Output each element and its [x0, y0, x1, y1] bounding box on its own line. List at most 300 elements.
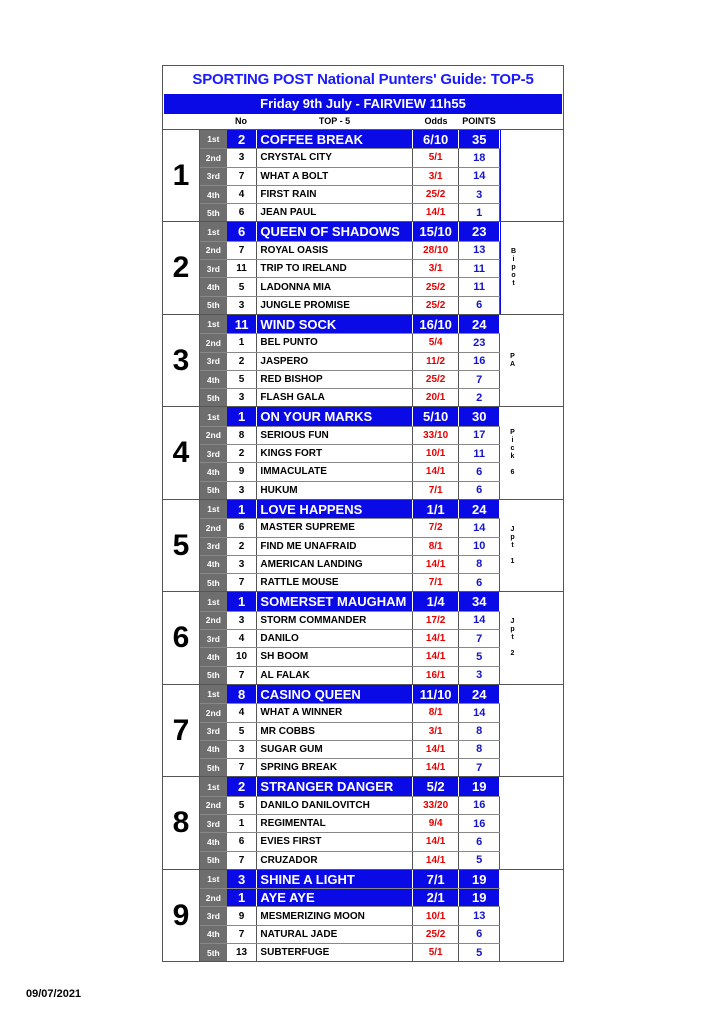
position-label: 1st [200, 315, 227, 333]
runner-row [200, 851, 500, 869]
race-block [163, 869, 563, 961]
runner-number: 8 [227, 685, 258, 703]
runner-name: ROYAL OASIS [257, 242, 412, 259]
position-label: 1st [200, 870, 227, 888]
runner-name: LADONNA MIA [257, 278, 412, 295]
race-rows [200, 777, 500, 868]
runner-name: HUKUM [257, 482, 412, 499]
position-label: 5th [200, 297, 227, 314]
position-label: 3rd [200, 815, 227, 832]
runner-points: 5 [459, 944, 500, 961]
runner-name: SPRING BREAK [257, 759, 412, 776]
race-number: 2 [163, 222, 200, 313]
race-block [163, 591, 563, 683]
runner-row [200, 315, 500, 333]
runner-points: 24 [459, 315, 500, 333]
runner-points: 8 [459, 741, 500, 758]
runner-points: 13 [459, 907, 500, 924]
race-number: 4 [163, 407, 200, 498]
runner-odds: 25/2 [413, 297, 460, 314]
position-label: 4th [200, 186, 227, 203]
position-label: 2nd [200, 242, 227, 259]
runner-number: 11 [227, 260, 258, 277]
runner-odds: 25/2 [413, 278, 460, 295]
race-rows [200, 592, 500, 683]
runner-number: 1 [227, 815, 258, 832]
runner-number: 9 [227, 463, 258, 480]
runner-odds: 5/4 [413, 334, 460, 351]
runner-points: 34 [459, 592, 500, 610]
runner-points: 18 [459, 149, 500, 166]
runner-number: 1 [227, 500, 258, 518]
runner-name: CRUZADOR [257, 852, 412, 869]
runner-name: SH BOOM [257, 648, 412, 665]
runner-points: 13 [459, 242, 500, 259]
runner-points: 6 [459, 833, 500, 850]
runner-odds: 8/1 [413, 704, 460, 721]
bet-type-note [500, 130, 526, 221]
race-block [163, 499, 563, 591]
runner-points: 5 [459, 852, 500, 869]
runner-row [200, 611, 500, 629]
position-label: 3rd [200, 723, 227, 740]
runner-row [200, 277, 500, 295]
runner-number: 4 [227, 186, 258, 203]
runner-row [200, 685, 500, 703]
runner-odds: 3/1 [413, 168, 460, 185]
runner-row [200, 647, 500, 665]
runner-row [200, 518, 500, 536]
position-label: 1st [200, 222, 227, 240]
runner-points: 16 [459, 815, 500, 832]
runner-odds: 1/4 [413, 592, 460, 610]
bet-type-note [500, 500, 525, 591]
runner-number: 2 [227, 130, 258, 148]
runner-name: TRIP TO IRELAND [257, 260, 412, 277]
runner-number: 7 [227, 852, 258, 869]
runner-number: 5 [227, 723, 258, 740]
runner-odds: 15/10 [413, 222, 460, 240]
guide-title: SPORTING POST National Punters' Guide: TOP-5 [192, 71, 534, 88]
runner-odds: 5/1 [413, 149, 460, 166]
position-label: 4th [200, 278, 227, 295]
runner-points: 24 [459, 685, 500, 703]
column-headers [163, 114, 563, 129]
runner-name: FIRST RAIN [257, 186, 412, 203]
position-label: 5th [200, 574, 227, 591]
bet-type-note-text: J p t 2 [510, 618, 515, 658]
runner-odds: 10/1 [413, 907, 460, 924]
race-rows [200, 407, 500, 498]
runner-row [200, 444, 500, 462]
bet-type-note [500, 315, 525, 406]
position-label: 3rd [200, 907, 227, 924]
runner-row [200, 185, 500, 203]
runner-odds: 17/2 [413, 612, 460, 629]
position-label: 4th [200, 463, 227, 480]
runner-row [200, 203, 500, 221]
race-number: 6 [163, 592, 200, 683]
position-label: 5th [200, 204, 227, 221]
runner-odds: 14/1 [413, 463, 460, 480]
runner-odds: 3/1 [413, 260, 460, 277]
runner-number: 6 [227, 222, 258, 240]
runner-name: JASPERO [257, 353, 412, 370]
runner-row [200, 666, 500, 684]
runner-points: 16 [459, 797, 500, 814]
runner-points: 11 [459, 278, 500, 295]
position-label: 2nd [200, 797, 227, 814]
race-block [163, 684, 563, 776]
runner-row [200, 943, 500, 961]
runner-row [200, 370, 500, 388]
race-number: 3 [163, 315, 200, 406]
race-block [163, 776, 563, 868]
position-label: 4th [200, 833, 227, 850]
runner-odds: 16/10 [413, 315, 460, 333]
runner-points: 8 [459, 723, 500, 740]
runner-number: 3 [227, 389, 258, 406]
runner-name: JUNGLE PROMISE [257, 297, 412, 314]
runner-row [200, 906, 500, 924]
runner-points: 6 [459, 463, 500, 480]
race-rows [200, 130, 500, 221]
race-rows [200, 222, 500, 313]
col-no: No [235, 116, 247, 126]
position-label: 5th [200, 852, 227, 869]
runner-odds: 14/1 [413, 556, 460, 573]
runner-row [200, 407, 500, 425]
runner-number: 4 [227, 704, 258, 721]
bet-type-note [500, 407, 525, 498]
runner-row [200, 333, 500, 351]
runner-odds: 16/1 [413, 667, 460, 684]
runner-name: FLASH GALA [257, 389, 412, 406]
runner-odds: 14/1 [413, 759, 460, 776]
runner-points: 30 [459, 407, 500, 425]
race-rows [200, 315, 500, 406]
position-label: 5th [200, 482, 227, 499]
runner-points: 23 [459, 334, 500, 351]
runner-number: 1 [227, 592, 258, 610]
runner-number: 7 [227, 926, 258, 943]
position-label: 1st [200, 407, 227, 425]
race-number: 1 [163, 130, 200, 221]
position-label: 3rd [200, 168, 227, 185]
runner-row [200, 130, 500, 148]
runner-name: DANILO [257, 630, 412, 647]
runner-points: 5 [459, 648, 500, 665]
runner-row [200, 167, 500, 185]
position-label: 2nd [200, 889, 227, 906]
bet-type-note [500, 685, 525, 776]
runner-number: 4 [227, 630, 258, 647]
position-label: 5th [200, 944, 227, 961]
runner-points: 14 [459, 168, 500, 185]
runner-row [200, 925, 500, 943]
runner-row [200, 537, 500, 555]
runner-name: SHINE A LIGHT [257, 870, 412, 888]
runner-row [200, 481, 500, 499]
bet-type-note-text: P i c k 6 [510, 429, 515, 477]
runner-points: 11 [459, 260, 500, 277]
runner-name: SUGAR GUM [257, 741, 412, 758]
runner-odds: 6/10 [413, 130, 460, 148]
runner-points: 14 [459, 519, 500, 536]
runner-points: 2 [459, 389, 500, 406]
runner-points: 7 [459, 630, 500, 647]
runner-name: CRYSTAL CITY [257, 149, 412, 166]
runner-odds: 25/2 [413, 371, 460, 388]
position-label: 2nd [200, 427, 227, 444]
runner-name: DANILO DANILOVITCH [257, 797, 412, 814]
runner-row [200, 426, 500, 444]
runner-points: 3 [459, 186, 500, 203]
runner-odds: 28/10 [413, 242, 460, 259]
runner-odds: 7/2 [413, 519, 460, 536]
runner-name: SERIOUS FUN [257, 427, 412, 444]
position-label: 5th [200, 667, 227, 684]
runner-row [200, 814, 500, 832]
runner-points: 17 [459, 427, 500, 444]
runner-row [200, 222, 500, 240]
col-points: POINTS [462, 116, 496, 126]
runner-points: 35 [459, 130, 500, 148]
runner-name: KINGS FORT [257, 445, 412, 462]
runner-row [200, 500, 500, 518]
runner-points: 7 [459, 759, 500, 776]
runner-number: 1 [227, 889, 258, 906]
runner-number: 2 [227, 777, 258, 795]
runner-odds: 2/1 [413, 889, 460, 906]
runner-row [200, 462, 500, 480]
position-label: 3rd [200, 260, 227, 277]
runner-odds: 7/1 [413, 870, 460, 888]
runner-number: 7 [227, 168, 258, 185]
runner-name: REGIMENTAL [257, 815, 412, 832]
runner-name: BEL PUNTO [257, 334, 412, 351]
runner-name: MASTER SUPREME [257, 519, 412, 536]
runner-name: MESMERIZING MOON [257, 907, 412, 924]
col-odds: Odds [424, 116, 448, 126]
runner-name: NATURAL JADE [257, 926, 412, 943]
bet-type-note [500, 222, 526, 313]
runner-odds: 25/2 [413, 926, 460, 943]
runner-row [200, 148, 500, 166]
runner-odds: 33/10 [413, 427, 460, 444]
runner-name: AL FALAK [257, 667, 412, 684]
runner-odds: 5/2 [413, 777, 460, 795]
races-table [163, 129, 563, 961]
runner-row [200, 555, 500, 573]
runner-points: 24 [459, 500, 500, 518]
runner-number: 6 [227, 204, 258, 221]
runner-name: STORM COMMANDER [257, 612, 412, 629]
runner-name: RATTLE MOUSE [257, 574, 412, 591]
position-label: 2nd [200, 149, 227, 166]
runner-number: 7 [227, 574, 258, 591]
runner-row [200, 777, 500, 795]
runner-name: LOVE HAPPENS [257, 500, 412, 518]
meeting-subtitle: Friday 9th July - FAIRVIEW 11h55 [164, 94, 562, 114]
runner-row [200, 832, 500, 850]
position-label: 4th [200, 371, 227, 388]
race-block [163, 221, 563, 313]
runner-points: 19 [459, 870, 500, 888]
position-label: 1st [200, 685, 227, 703]
runner-number: 5 [227, 797, 258, 814]
runner-points: 19 [459, 889, 500, 906]
runner-odds: 11/2 [413, 353, 460, 370]
runner-number: 3 [227, 741, 258, 758]
runner-name: RED BISHOP [257, 371, 412, 388]
race-rows [200, 870, 500, 961]
runner-number: 6 [227, 519, 258, 536]
bet-type-note [500, 777, 525, 868]
punters-guide-sheet [162, 65, 564, 962]
runner-odds: 7/1 [413, 482, 460, 499]
runner-number: 3 [227, 556, 258, 573]
runner-number: 10 [227, 648, 258, 665]
race-number: 8 [163, 777, 200, 868]
runner-number: 7 [227, 667, 258, 684]
footer-date: 09/07/2021 [26, 988, 82, 1000]
race-number: 9 [163, 870, 200, 961]
runner-row [200, 259, 500, 277]
runner-number: 13 [227, 944, 258, 961]
bet-type-note [500, 592, 525, 683]
race-rows [200, 685, 500, 776]
runner-number: 9 [227, 907, 258, 924]
position-label: 1st [200, 592, 227, 610]
runner-number: 5 [227, 371, 258, 388]
runner-name: FIND ME UNAFRAID [257, 538, 412, 555]
position-label: 2nd [200, 519, 227, 536]
runner-row [200, 352, 500, 370]
bet-type-note-text: B i p o t [510, 248, 517, 288]
runner-number: 8 [227, 427, 258, 444]
runner-points: 3 [459, 667, 500, 684]
runner-points: 6 [459, 482, 500, 499]
runner-odds: 14/1 [413, 741, 460, 758]
runner-odds: 1/1 [413, 500, 460, 518]
race-number: 7 [163, 685, 200, 776]
runner-row [200, 573, 500, 591]
runner-odds: 7/1 [413, 574, 460, 591]
position-label: 5th [200, 759, 227, 776]
runner-number: 5 [227, 278, 258, 295]
position-label: 1st [200, 777, 227, 795]
runner-odds: 11/10 [413, 685, 460, 703]
runner-number: 3 [227, 482, 258, 499]
runner-number: 2 [227, 353, 258, 370]
runner-odds: 10/1 [413, 445, 460, 462]
runner-number: 3 [227, 612, 258, 629]
runner-number: 6 [227, 833, 258, 850]
bet-type-note [500, 870, 525, 961]
runner-name: EVIES FIRST [257, 833, 412, 850]
runner-row [200, 296, 500, 314]
runner-odds: 14/1 [413, 204, 460, 221]
runner-row [200, 870, 500, 888]
runner-points: 6 [459, 574, 500, 591]
position-label: 4th [200, 741, 227, 758]
runner-name: SUBTERFUGE [257, 944, 412, 961]
runner-points: 16 [459, 353, 500, 370]
position-label: 3rd [200, 538, 227, 555]
runner-odds: 8/1 [413, 538, 460, 555]
runner-points: 11 [459, 445, 500, 462]
runner-row [200, 388, 500, 406]
race-block [163, 314, 563, 406]
runner-number: 7 [227, 242, 258, 259]
runner-number: 1 [227, 407, 258, 425]
race-rows [200, 500, 500, 591]
runner-odds: 5/1 [413, 944, 460, 961]
runner-row [200, 592, 500, 610]
runner-points: 7 [459, 371, 500, 388]
runner-points: 8 [459, 556, 500, 573]
runner-odds: 14/1 [413, 852, 460, 869]
runner-points: 23 [459, 222, 500, 240]
runner-number: 7 [227, 759, 258, 776]
runner-points: 1 [459, 204, 500, 221]
runner-odds: 5/10 [413, 407, 460, 425]
runner-points: 14 [459, 704, 500, 721]
runner-number: 1 [227, 334, 258, 351]
runner-row [200, 722, 500, 740]
runner-name: WIND SOCK [257, 315, 412, 333]
runner-odds: 14/1 [413, 833, 460, 850]
runner-name: COFFEE BREAK [257, 130, 412, 148]
runner-row [200, 888, 500, 906]
position-label: 2nd [200, 612, 227, 629]
runner-number: 2 [227, 445, 258, 462]
runner-name: WHAT A BOLT [257, 168, 412, 185]
runner-name: MR COBBS [257, 723, 412, 740]
position-label: 3rd [200, 353, 227, 370]
position-label: 3rd [200, 445, 227, 462]
runner-points: 6 [459, 297, 500, 314]
runner-number: 3 [227, 297, 258, 314]
position-label: 1st [200, 130, 227, 148]
position-label: 2nd [200, 704, 227, 721]
runner-points: 19 [459, 777, 500, 795]
runner-number: 11 [227, 315, 258, 333]
runner-name: AMERICAN LANDING [257, 556, 412, 573]
runner-number: 2 [227, 538, 258, 555]
runner-odds: 3/1 [413, 723, 460, 740]
runner-name: ON YOUR MARKS [257, 407, 412, 425]
runner-odds: 14/1 [413, 630, 460, 647]
runner-name: WHAT A WINNER [257, 704, 412, 721]
runner-name: JEAN PAUL [257, 204, 412, 221]
runner-name: CASINO QUEEN [257, 685, 412, 703]
position-label: 4th [200, 648, 227, 665]
position-label: 3rd [200, 630, 227, 647]
runner-row [200, 629, 500, 647]
race-number: 5 [163, 500, 200, 591]
position-label: 5th [200, 389, 227, 406]
runner-odds: 33/20 [413, 797, 460, 814]
runner-row [200, 796, 500, 814]
race-block [163, 129, 563, 221]
runner-row [200, 703, 500, 721]
runner-row [200, 758, 500, 776]
runner-number: 3 [227, 870, 258, 888]
runner-row [200, 740, 500, 758]
runner-points: 6 [459, 926, 500, 943]
